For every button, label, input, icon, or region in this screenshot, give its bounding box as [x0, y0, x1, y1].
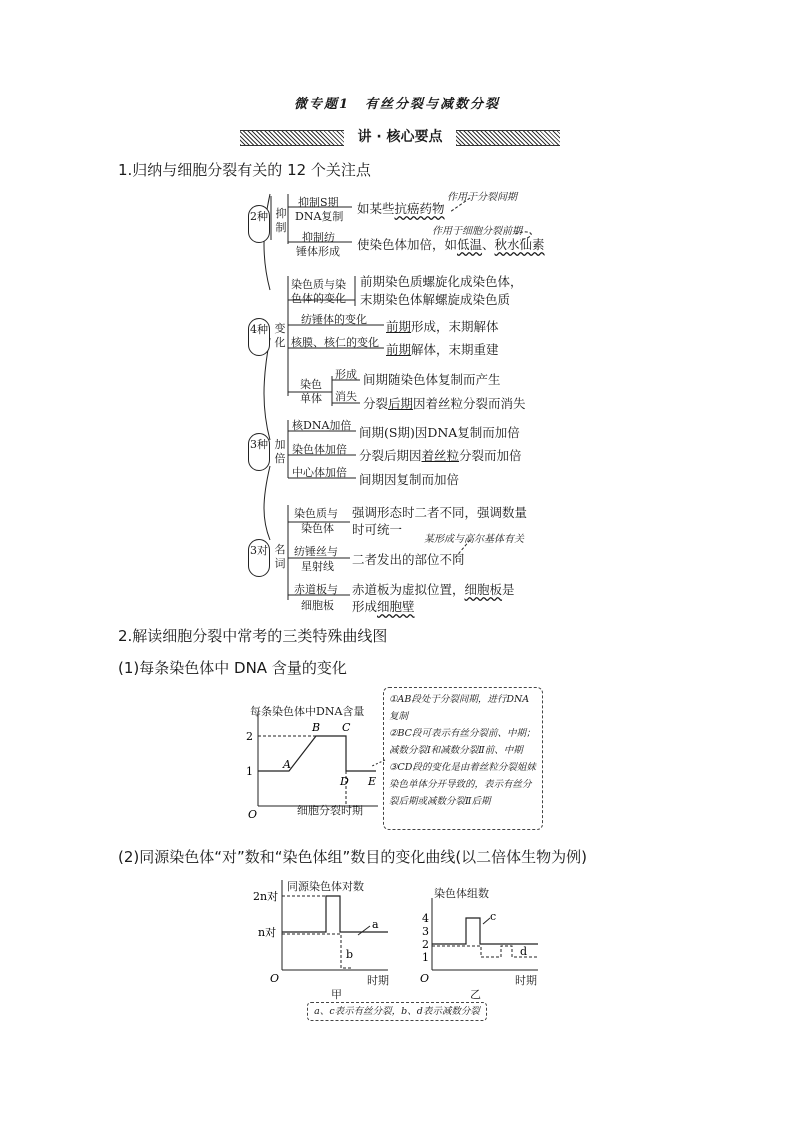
item-disappear: 消失: [335, 390, 357, 403]
chart3-xlabel: 时期: [515, 974, 537, 987]
item-chromatin-2: 色体的变化: [291, 292, 346, 305]
text-centrosome: 间期因复制而加倍: [359, 472, 460, 487]
circle-label: 3种: [250, 438, 268, 451]
text-origin: 二者发出的部位不同: [352, 552, 465, 567]
text-seg: 是: [502, 582, 515, 597]
series-label-c: c: [490, 910, 497, 923]
text-anaphase: 后期: [388, 396, 414, 411]
text-morph: 强调形态时二者不同，强调数量: [352, 505, 528, 520]
text-seg: 分裂: [363, 396, 389, 411]
series-b-line: [282, 934, 352, 968]
section2-heading: 2.解读细胞分裂中常考的三类特殊曲线图: [118, 627, 388, 645]
origin-label: O: [270, 972, 280, 985]
item-centrosome: 中心体加倍: [292, 466, 347, 479]
note-prophase: 作用于细胞分裂前期: [432, 226, 522, 237]
text-chromatid-form: 间期随染色体复制而产生: [363, 372, 501, 387]
item-inhibit-spindle: 抑制纺: [302, 231, 335, 244]
category-change: 变化: [274, 322, 286, 349]
text-seg: 形成，末期解体: [411, 319, 499, 334]
chart3-caption: 乙: [470, 988, 481, 1001]
y-tick-2: 2: [246, 730, 253, 743]
text-unify: 时可统一: [352, 522, 403, 537]
series-label-a: a: [372, 918, 379, 931]
note-interphase: 作用于分裂间期: [447, 192, 517, 203]
text-cell-plate: 细胞板: [464, 582, 503, 597]
text-prophase: 前期: [386, 319, 412, 334]
y-tick-4: 4: [422, 912, 429, 925]
series-label-d: d: [520, 945, 528, 958]
chart1-xlabel: 细胞分裂时期: [297, 804, 363, 817]
text-centromere: 着丝粒: [421, 448, 460, 463]
item-inhibit-s: 抑制S期: [298, 196, 339, 209]
point-label-A: A: [283, 758, 291, 771]
y-tick-1: 1: [246, 765, 253, 778]
origin-label: O: [248, 808, 258, 821]
text-seg: 分裂而加倍: [459, 448, 522, 463]
origin-label: O: [420, 972, 430, 985]
circle-label: 3对: [250, 544, 268, 557]
point-label-E: E: [368, 775, 377, 788]
item-nuclear-dna: 核DNA加倍: [292, 419, 352, 432]
item-chromosome-double: 染色体加倍: [292, 443, 347, 456]
y-tick-3: 3: [422, 925, 429, 938]
item-astral-ray: 星射线: [301, 560, 334, 573]
item-spindle-form: 锤体形成: [296, 245, 340, 258]
chart2-ylabel: 同源染色体对数: [287, 880, 364, 893]
item-spindle-fiber: 纺锤丝与: [294, 545, 338, 558]
y-tick-1: 1: [422, 951, 429, 964]
point-label-D: D: [340, 775, 349, 788]
chart1-ylabel: 每条染色体中DNA含量: [250, 705, 365, 718]
circle-label: 2种: [250, 210, 268, 223]
item-chromatin-1: 染色质与染: [291, 278, 346, 291]
text-seg: 、: [482, 237, 495, 252]
chart2-caption: 甲: [331, 988, 342, 1001]
item-chromatid-2: 单体: [300, 392, 322, 405]
label-a-pointer: [358, 926, 370, 935]
annotation-2: ②BC段可表示有丝分裂前、中期；减数分裂Ⅰ和减数分裂Ⅱ前、中期: [389, 728, 536, 756]
y-tick-2n: 2n对: [253, 890, 279, 903]
category-double: 加倍: [274, 438, 286, 465]
text-low-temp: 低温: [457, 237, 483, 252]
item-chromatid-1: 染色: [300, 378, 322, 391]
item-spindle-change: 纺锤体的变化: [301, 313, 367, 326]
item-chromatin-and: 染色质与: [294, 507, 338, 520]
section1-heading: 1.归纳与细胞分裂有关的 12 个关注点: [118, 161, 371, 179]
sub1-heading: (1)每条染色体中 DNA 含量的变化: [118, 659, 347, 677]
text-colchicine: 秋水仙素: [494, 237, 545, 252]
text-cell-wall-word: 细胞壁: [377, 599, 415, 614]
text-seg: 如某些: [357, 201, 395, 216]
sub2-heading: (2)同源染色体“对”数和“染色体组”数目的变化曲线(以二倍体生物为例): [118, 848, 588, 866]
chart-legend-note: a、c表示有丝分裂，b、d表示减数分裂: [307, 1002, 487, 1021]
label-c-pointer: [483, 918, 490, 924]
text-seg: 解体，末期重建: [411, 342, 499, 357]
banner-label: 讲 · 核心要点: [344, 126, 456, 148]
text-telophase-chromatin: 末期染色体解螺旋成染色质: [360, 292, 511, 307]
text-seg: 形成: [352, 599, 378, 614]
series-label-b: b: [346, 948, 354, 961]
point-label-C: C: [342, 721, 351, 734]
y-tick-2: 2: [422, 938, 429, 951]
item-chromosome: 染色体: [301, 522, 334, 535]
item-equatorial: 赤道板与: [294, 583, 338, 596]
annotation-3: ③CD段的变化是由着丝粒分裂姐妹染色单体分开导致的，表示有丝分裂后期或减数分裂Ⅱ后期: [389, 762, 536, 807]
item-dna-rep: DNA复制: [295, 210, 344, 223]
item-cell-plate: 细胞板: [301, 599, 334, 612]
circle-label: 4种: [250, 323, 268, 336]
text-seg: 分裂后期因: [359, 448, 422, 463]
y-tick-n: n对: [258, 926, 277, 939]
annotation-1: ①AB段处于分裂间期，进行DNA复制: [389, 694, 530, 722]
item-nuclear-membrane: 核膜、核仁的变化: [291, 336, 379, 349]
text-prophase: 前期: [386, 342, 412, 357]
text-prophase-chromatin: 前期染色质螺旋化成染色体，: [360, 274, 523, 289]
chart2-xlabel: 时期: [367, 974, 389, 987]
page-title: 微专题1 有丝分裂与减数分裂: [293, 97, 501, 112]
note-golgi: 某形成与高尔基体有关: [424, 534, 524, 545]
point-label-B: B: [312, 721, 321, 734]
text-seg: 赤道板为虚拟位置，: [352, 582, 465, 597]
text-anticancer-drug: 抗癌药物: [394, 201, 445, 216]
category-inhibit: 抑制: [275, 207, 287, 234]
text-nuclear-dna: 间期(S期)因DNA复制而加倍: [359, 425, 520, 440]
item-form: 形成: [335, 368, 357, 381]
text-seg: 使染色体加倍，如: [357, 237, 458, 252]
text-seg: 因着丝粒分裂而消失: [413, 396, 526, 411]
chart3-ylabel: 染色体组数: [434, 887, 489, 900]
category-terms: 名词: [274, 543, 286, 570]
